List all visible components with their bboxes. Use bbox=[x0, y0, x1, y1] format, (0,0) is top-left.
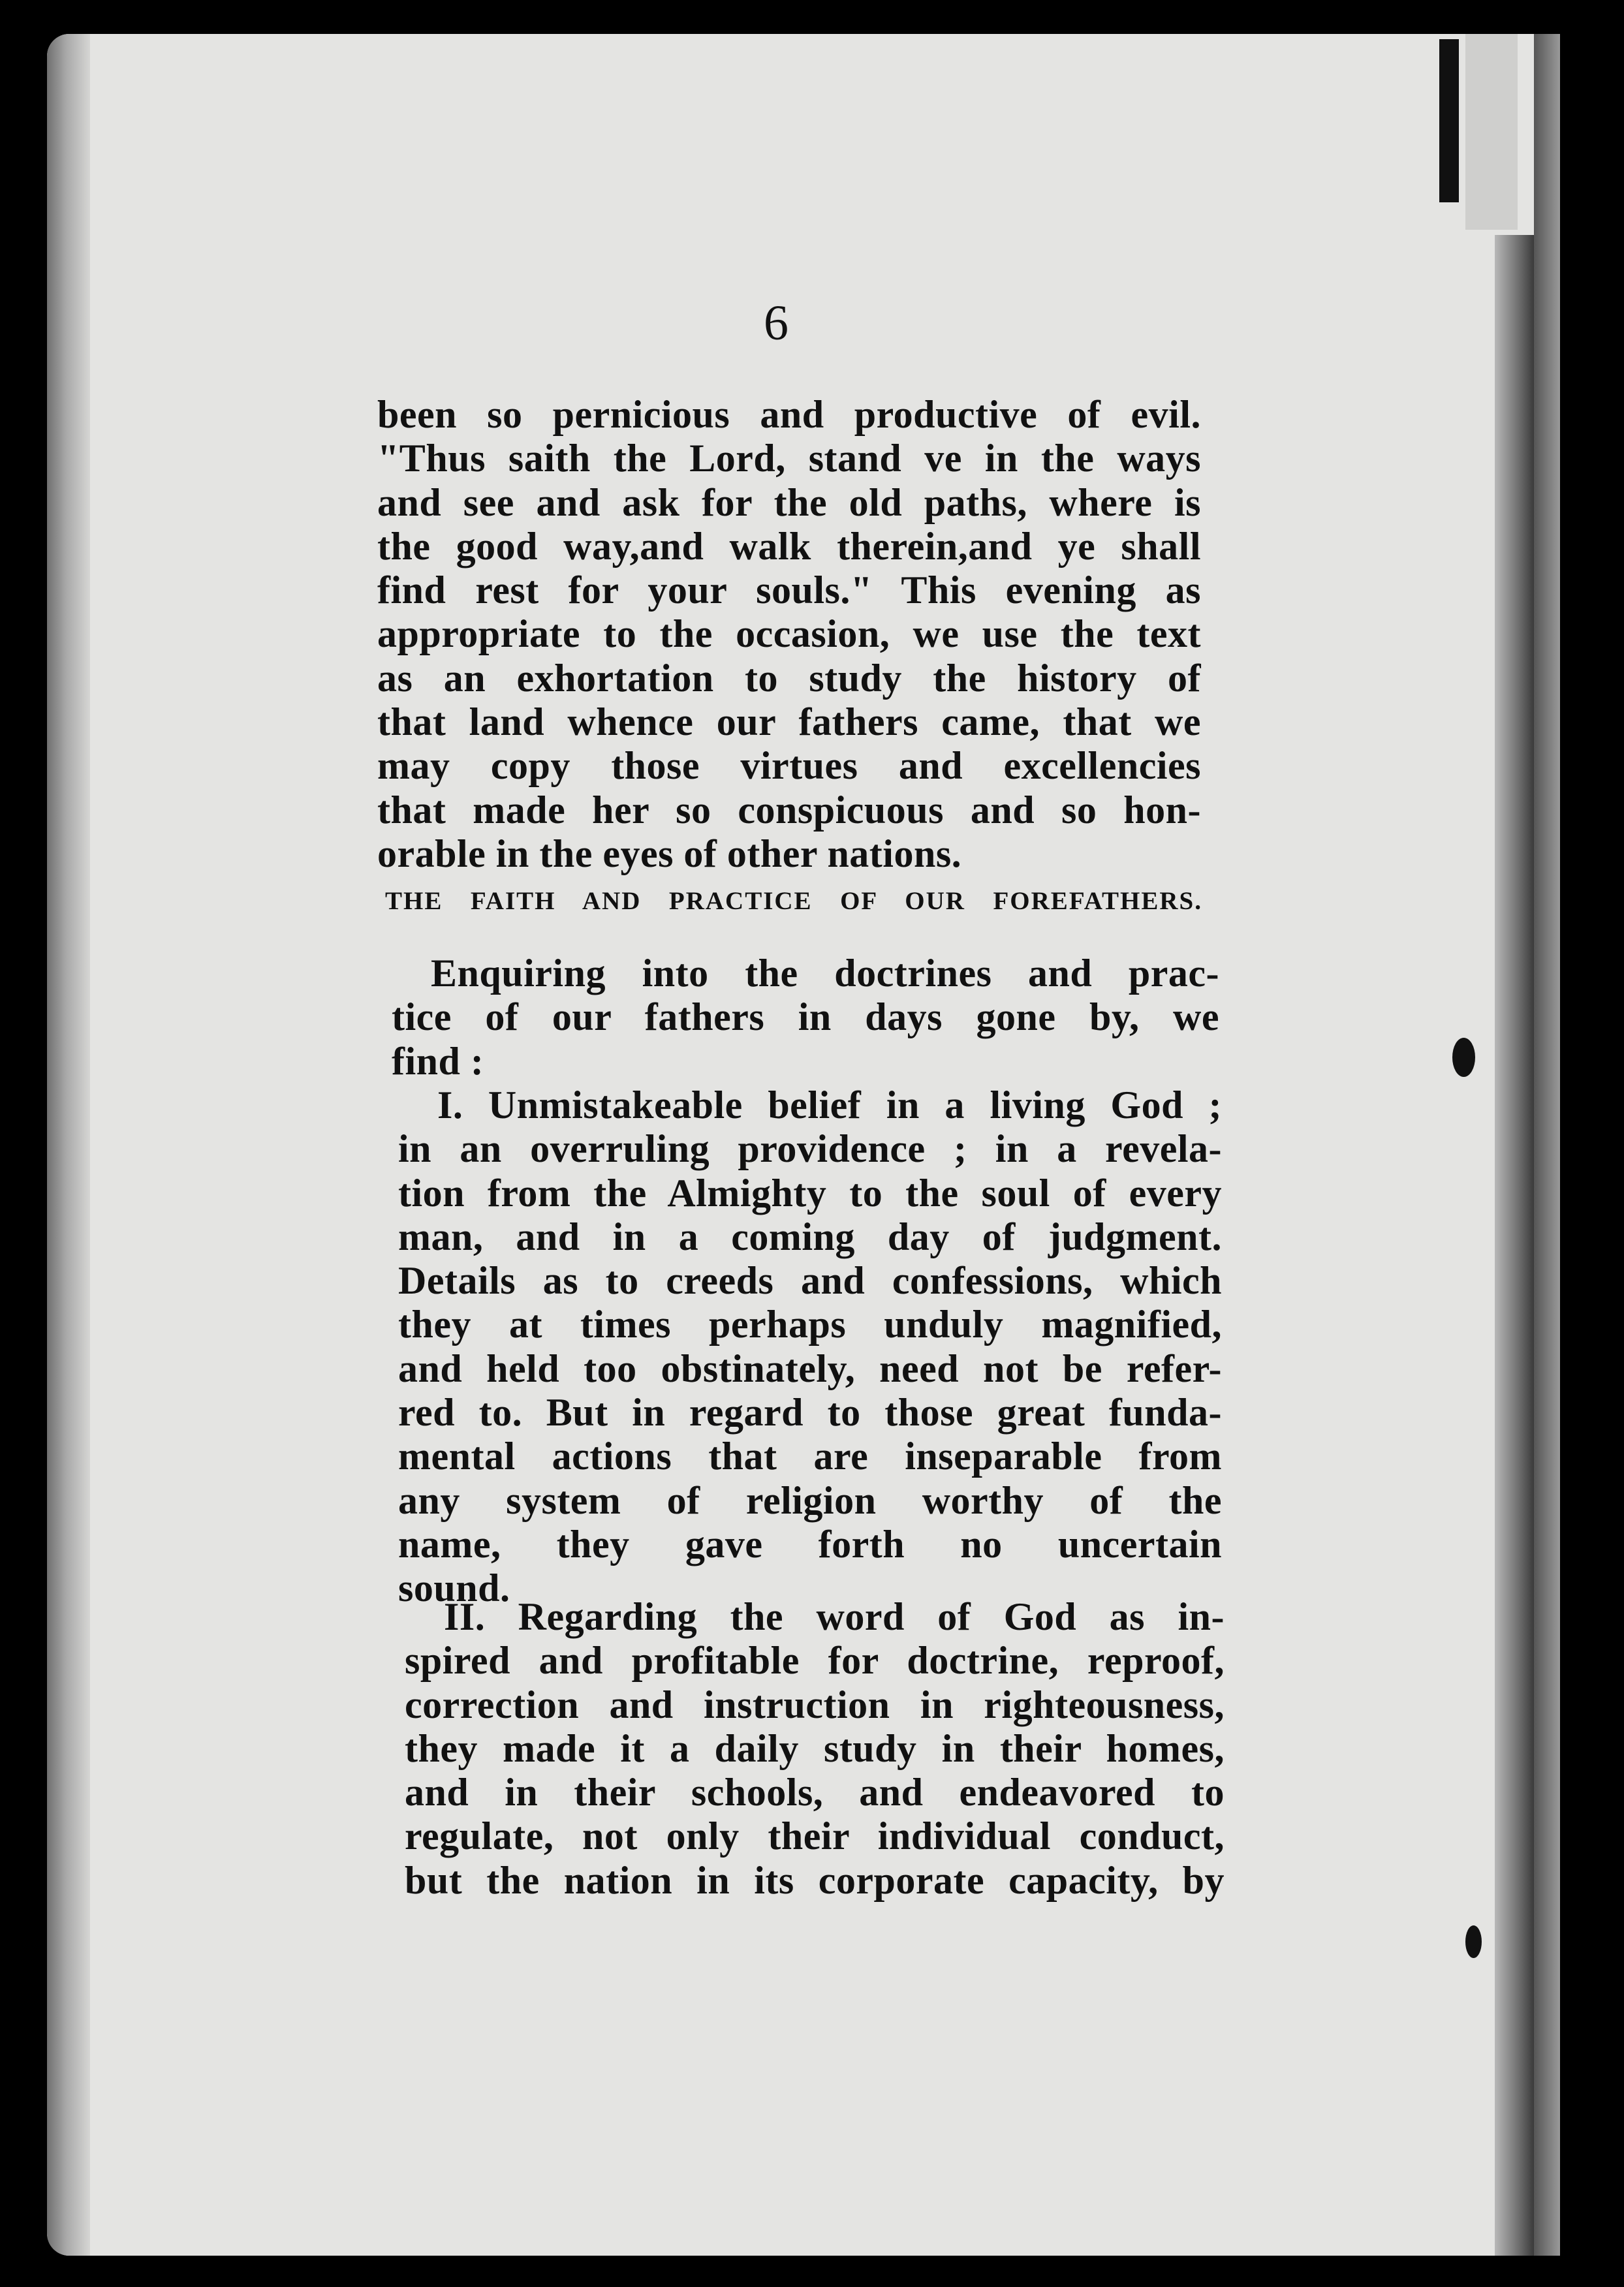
section-heading: THE FAITH AND PRACTICE OF OUR FOREFATHERS. bbox=[385, 887, 1202, 915]
binding-spine bbox=[47, 34, 90, 2256]
text-line: and see and ask for the old paths, where is bbox=[377, 480, 1201, 524]
text-line: spired and profitable for doctrine, reproof, bbox=[405, 1639, 1225, 1683]
text-line: Enquiring into the doctrines and prac- bbox=[431, 952, 1219, 995]
text-line: "Thus saith the Lord, stand ve in the ways bbox=[377, 437, 1201, 480]
text-line: and in their schools, and endeavored to bbox=[405, 1771, 1225, 1814]
text-line: regulate, not only their individual conduct, bbox=[405, 1814, 1225, 1858]
text-line: in an overruling providence ; in a revela- bbox=[398, 1127, 1222, 1171]
text-line: mental actions that are inseparable from bbox=[398, 1435, 1222, 1478]
text-line: correction and instruction in righteousness, bbox=[405, 1683, 1225, 1726]
adjacent-page-edge bbox=[1534, 34, 1560, 2256]
torn-edge-mark bbox=[1465, 1925, 1482, 1958]
torn-edge-mark bbox=[1439, 39, 1459, 202]
point-two-paragraph bbox=[405, 1595, 1225, 1903]
text-line: they made it a daily study in their homes, bbox=[405, 1726, 1225, 1770]
text-line: Details as to creeds and confessions, which bbox=[398, 1259, 1222, 1303]
text-line: I. Unmistakeable belief in a living God ; bbox=[437, 1083, 1222, 1127]
text-line: appropriate to the occasion, we use the text bbox=[377, 612, 1201, 656]
text-line: may copy those virtues and excellencies bbox=[377, 744, 1201, 788]
text-line: they at times perhaps unduly magnified, bbox=[398, 1303, 1222, 1346]
text-line: man, and in a coming day of judgment. bbox=[398, 1215, 1222, 1258]
text-line: find rest for your souls." This evening as bbox=[377, 568, 1201, 612]
text-line: II. Regarding the word of God as in- bbox=[444, 1595, 1225, 1638]
text-line: been so pernicious and productive of evil. bbox=[377, 393, 1201, 436]
text-line: orable in the eyes of other nations. bbox=[377, 832, 962, 875]
point-one-paragraph bbox=[398, 1083, 1222, 1611]
text-line: name, they gave forth no uncertain bbox=[398, 1522, 1222, 1566]
text-line: the good way,and walk therein,and ye shall bbox=[377, 524, 1201, 568]
enquiring-paragraph bbox=[392, 952, 1219, 1083]
text-line: tice of our fathers in days gone by, we bbox=[392, 995, 1219, 1039]
text-line: sound. bbox=[398, 1566, 510, 1610]
text-line: tion from the Almighty to the soul of every bbox=[398, 1171, 1222, 1215]
text-line: but the nation in its corporate capacity, by bbox=[405, 1858, 1225, 1902]
text-line: that land whence our fathers came, that we bbox=[377, 700, 1201, 744]
page-edge-shadow bbox=[1495, 235, 1534, 2256]
text-line: as an exhortation to study the history of bbox=[377, 656, 1201, 700]
text-line: that made her so conspicuous and so hon- bbox=[377, 788, 1201, 832]
text-line: any system of religion worthy of the bbox=[398, 1478, 1222, 1522]
text-line: and held too obstinately, need not be refer- bbox=[398, 1346, 1222, 1390]
page-edge-top bbox=[1465, 34, 1518, 230]
intro-paragraph bbox=[377, 393, 1201, 876]
text-line: find : bbox=[392, 1039, 484, 1083]
text-line: red to. But in regard to those great funda- bbox=[398, 1391, 1222, 1435]
torn-edge-mark bbox=[1452, 1038, 1475, 1077]
page-number: 6 bbox=[764, 296, 789, 350]
